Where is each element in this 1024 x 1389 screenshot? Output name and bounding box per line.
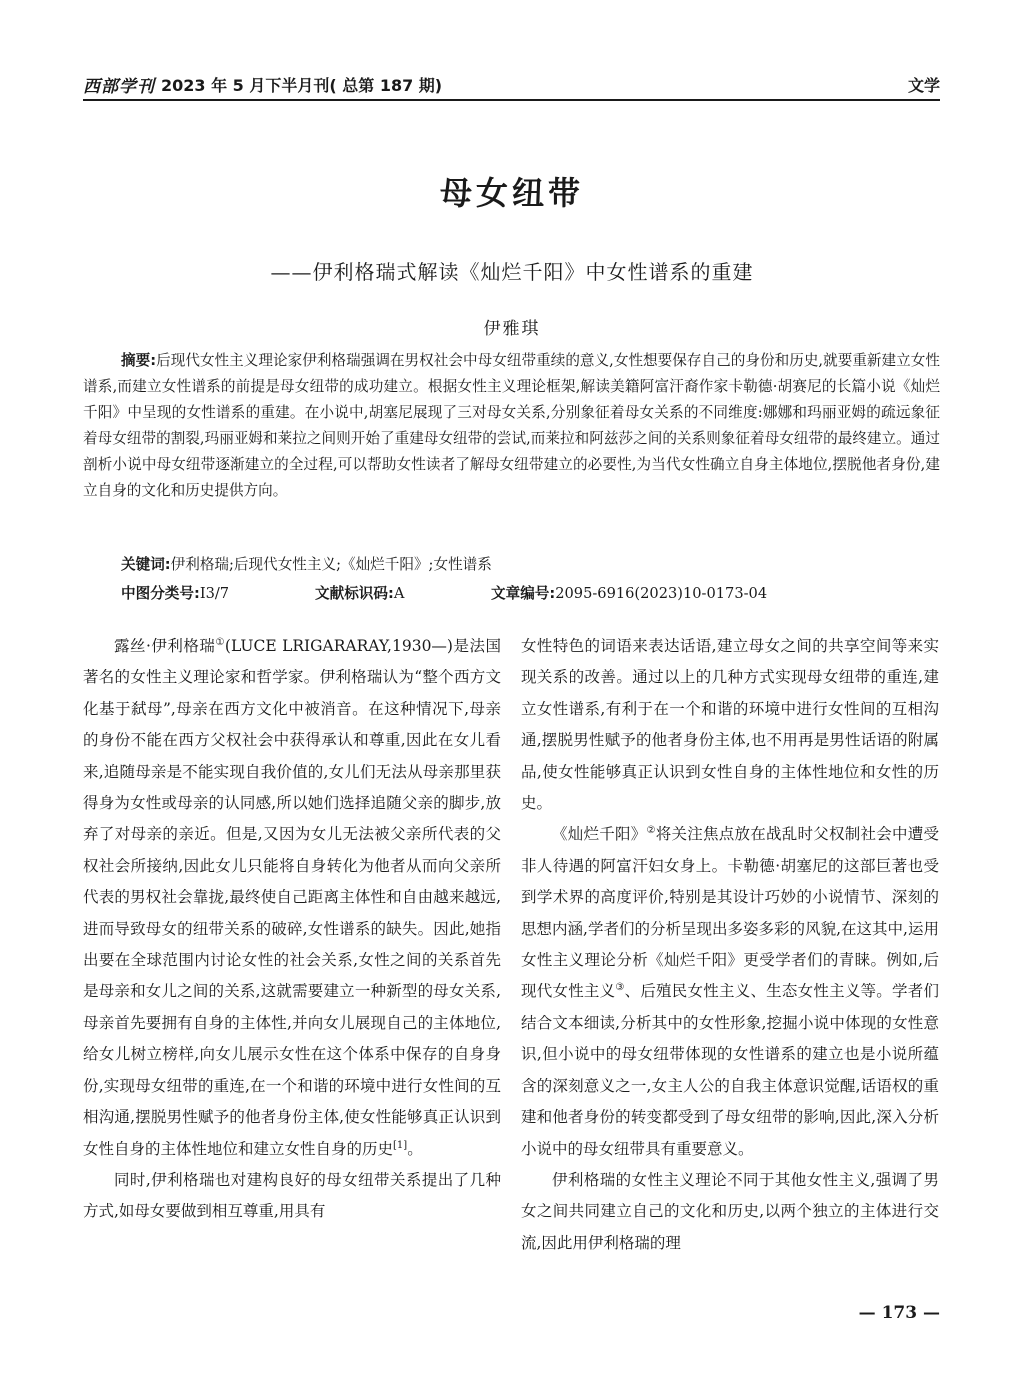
issue-info: 2023 年 5 月下半月刊( 总第 187 期) bbox=[161, 76, 443, 95]
art-value: 2095-6916(2023)10-0173-04 bbox=[555, 585, 768, 602]
keywords-label: 关键词: bbox=[121, 556, 171, 573]
doc-code bbox=[315, 582, 404, 603]
clc-number bbox=[121, 582, 229, 603]
clc-value: I3/7 bbox=[199, 585, 230, 602]
footnote-marker: ① bbox=[215, 636, 225, 648]
classification-row bbox=[121, 582, 921, 606]
header-rule bbox=[83, 99, 940, 101]
paragraph-text: 露丝·伊利格瑞 bbox=[114, 637, 216, 655]
clc-label: 中图分类号: bbox=[121, 585, 200, 602]
body-column-left bbox=[83, 631, 501, 1228]
abstract-text: 后现代女性主义理论家伊利格瑞强调在男权社会中母女纽带重续的意义,女性想要保存自己的身份和历史,就要重新建立女性谱系,而建立女性谱系的前提是母女纽带的成功建立。根据女性主义理论框架,解读美籍阿富汗裔作家卡勒德·胡赛尼的长篇小说《灿烂千阳》中呈现的女性谱系的重建。在小说中,胡塞尼展现了三对母女关系,分别象征着母女关系的不同维度:娜娜和玛丽亚姆的疏远象征着母女纽带的割裂,玛丽亚姆和莱拉之间则开始了重建母女纽带的尝试,而莱拉和阿兹莎之间的关系则象征着母女纽带的最终建立。通过剖析小说中母女纽带逐渐建立的全过程,可以帮助女性读者了解母女纽带建立的必要性,为当代女性确立自身主体地位,摆脱他者身份,建立自身的文化和历史提供方向。 bbox=[83, 352, 940, 499]
paragraph bbox=[83, 631, 501, 1165]
keywords-text: 伊利格瑞;后现代女性主义;《灿烂千阳》;女性谱系 bbox=[170, 556, 492, 573]
abstract-label: 摘要: bbox=[121, 352, 157, 369]
journal-name: 西部学刊 bbox=[83, 77, 155, 97]
paragraph-text: 伊利格瑞的女性主义理论不同于其他女性主义,强调了男女之间共同建立自己的文化和历史,以两个独立的主体进行交流,因此用伊利格瑞的理 bbox=[521, 1170, 939, 1252]
art-label: 文章编号: bbox=[491, 585, 556, 602]
doc-value: A bbox=[393, 585, 405, 602]
article-author: 伊雅琪 bbox=[483, 319, 541, 339]
running-header bbox=[83, 72, 940, 98]
paragraph-text: 将关注焦点放在战乱时父权制社会中遭受非人待遇的阿富汗妇女身上。卡勒德·胡塞尼的这部巨著也受到学术界的高度评价,特别是其设计巧妙的小说情节、深刻的思想内涵,学者们的分析呈现出多姿多彩的风貌,在这其中,运用女性主义理论分析《灿烂千阳》更受学者们的青睐。例如,后现代女性主义 bbox=[521, 825, 939, 1001]
paragraph-text: 女性特色的词语来表达话语,建立母女之间的共享空间等来实现关系的改善。通过以上的几种方式实现母女纽带的重连,建立女性谱系,有利于在一个和谐的环境中进行女性间的互相沟通,摆脱男性赋予的他者身份主体,也不用再是男性话语的附属品,使女性能够真正认识到女性自身的主体性地位和女性的历史。 bbox=[521, 637, 939, 813]
footnote-marker: ② bbox=[646, 825, 656, 837]
article-subtitle: ——伊利格瑞式解读《灿烂千阳》中女性谱系的重建 bbox=[270, 260, 754, 284]
article-title: 母女纽带 bbox=[439, 174, 584, 212]
doc-label: 文献标识码: bbox=[315, 585, 394, 602]
paragraph bbox=[521, 631, 939, 819]
footnote-marker: ③ bbox=[615, 982, 625, 994]
section-name: 文学 bbox=[907, 76, 940, 95]
paragraph-text: 《灿烂千阳》 bbox=[552, 825, 647, 844]
paragraph-text: 同时,伊利格瑞也对建构良好的母女纽带关系提出了几种方式,如母女要做到相互尊重,用具有 bbox=[83, 1170, 501, 1221]
paragraph-text: 。 bbox=[407, 1139, 423, 1158]
citation-marker: [1] bbox=[393, 1139, 408, 1151]
paragraph bbox=[521, 819, 939, 1164]
body-column-right bbox=[521, 631, 939, 1259]
abstract bbox=[83, 348, 940, 504]
keywords bbox=[121, 553, 492, 577]
paragraph bbox=[83, 1165, 501, 1228]
paragraph-text: 、后殖民女性主义、生态女性主义等。学者们结合文本细读,分析其中的女性形象,挖掘小说中体现的女性意识,但小说中的母女纽带体现的女性谱系的建立也是小说所蕴含的深刻意义之一,女主人公的自我主体意识觉醒,话语权的重建和他者身份的转变都受到了母女纽带的影响,因此,深入分析小说中的母女纽带具有重要意义。 bbox=[521, 982, 939, 1158]
paragraph bbox=[521, 1165, 939, 1259]
page-number: — 173 — bbox=[858, 1303, 940, 1323]
paragraph-text: (LUCE LRIGARARAY,1930—)是法国著名的女性主义理论家和哲学家。伊利格瑞认为“整个西方文化基于弑母”,母亲在西方文化中被消音。在这种情况下,母亲的身份不能在西方父权社会中获得承认和尊重,因此在女儿看来,追随母亲是不能实现自我价值的,女儿们无法从母亲那里获得身为女性或母亲的认同感,所以她们选择追随父亲的脚步,放弃了对母亲的亲近。但是,又因为女儿无法被父亲所代表的父权社会所接纳,因此女儿只能将自身转化为他者从而向父亲所代表的男权社会靠拢,最终使自己距离主体性和自由越来越远,进而导致母女的纽带关系的破碎,女性谱系的缺失。因此,她指出要在全球范围内讨论女性的社会关系,女性之间的关系首先是母亲和女儿之间的关系,这就需要建立一种新型的母女关系,母亲首先要拥有自身的主体性,并向女儿展现自己的主体地位,给女儿树立榜样,向女儿展示女性在这个体系中保存的自身身份,实现母女纽带的重连,在一个和谐的环境中进行女性间的互相沟通,摆脱男性赋予的他者身份主体,使女性能够真正认识到女性自身的主体性地位和建立女性自身的历史 bbox=[83, 637, 501, 1158]
article-number bbox=[491, 582, 767, 603]
